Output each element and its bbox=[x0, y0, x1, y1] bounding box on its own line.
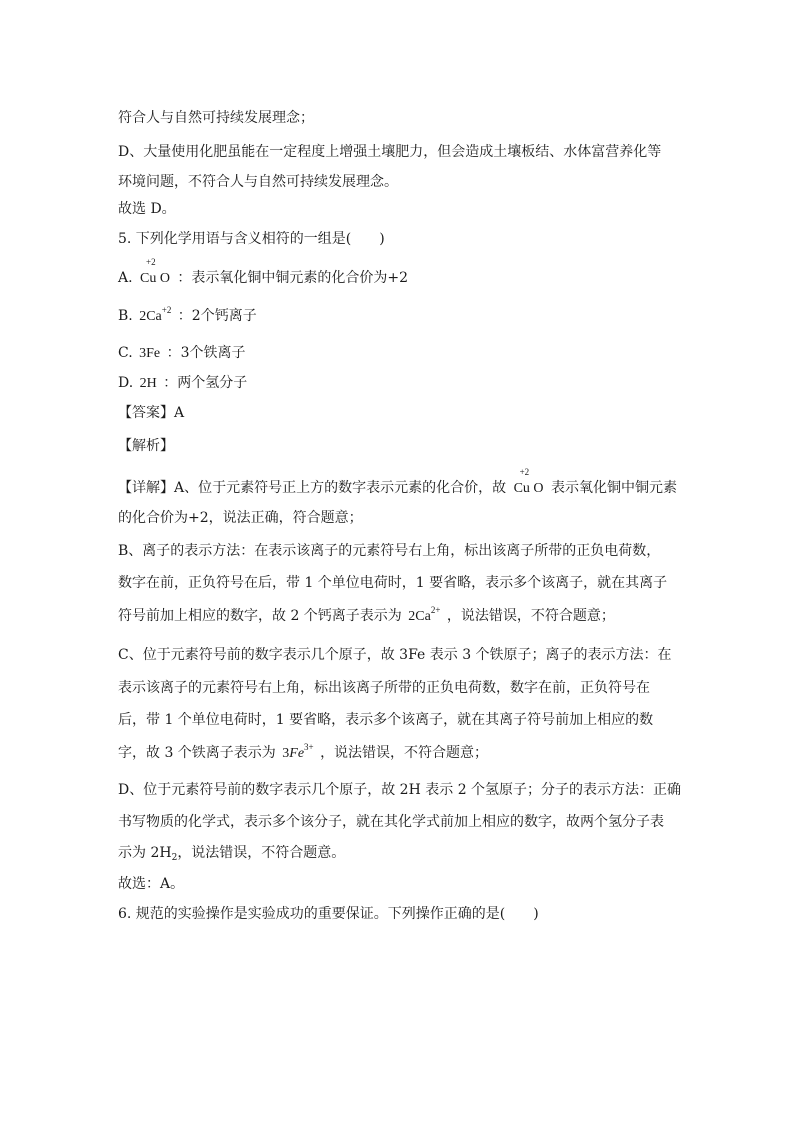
text-line: D、大量使用化肥虽能在一定程度上增强土壤肥力，但会造成土壤板结、水体富营养化等 bbox=[118, 144, 662, 160]
option-text: ：2个钙离子 bbox=[177, 308, 257, 324]
formula-cuo bbox=[140, 257, 170, 289]
formula-fe-ion: $3Fe^{3+}$ bbox=[282, 742, 314, 761]
text-line: 书写物质的化学式，表示多个该分子，就在其化学式前加上相应的数字，故两个氢分子表 bbox=[118, 814, 664, 830]
formula-fe: 3Fe bbox=[139, 346, 161, 361]
option-text: ：表示氧化铜中铜元素的化合价为+2 bbox=[177, 270, 409, 286]
question-5-stem: 5. 下列化学用语与含义相符的一组是( ) bbox=[118, 231, 385, 247]
analysis-label: 【解析】 bbox=[118, 438, 174, 454]
text-line: 表示该离子的元素符号右上角，标出该离子所带的正负电荷数，数字在前，正负符号在 bbox=[118, 680, 650, 696]
text-line: C、位于元素符号前的数字表示几个原子，故 3Fe 表示 3 个铁原子；离子的表示方法：在 bbox=[118, 647, 672, 663]
option-c bbox=[118, 343, 246, 364]
text-line: 字，故 3 个铁离子表示为 $3Fe^{3+}$ ，说法错误，不符合题意； bbox=[118, 743, 488, 764]
valence-mark: +2 bbox=[146, 257, 156, 267]
text-line: 符号前加上相应的数字，故 2 个钙离子表示为 $2Ca^{2+}$ ，说法错误，不符合题意； bbox=[118, 606, 615, 627]
formula-cuo bbox=[513, 467, 544, 499]
text-line: 后，带 1 个单位电荷时，1 要省略，表示多个该离子，就在其离子符号前加上相应的数 bbox=[118, 712, 654, 728]
text-line: 示为 $2H_2$，说法错误，不符合题意。 bbox=[118, 845, 346, 863]
text-line: 故选：A。 bbox=[118, 876, 185, 892]
text-line: 的化合价为+2，说法正确，符合题意； bbox=[118, 510, 363, 526]
text-line: 【详解】A、位于元素符号正上方的数字表示元素的化合价，故 +2 Cu O 表示氧化铜中铜元素 bbox=[118, 473, 677, 499]
valence-mark: +2 bbox=[519, 467, 530, 477]
option-text: ：3个铁离子 bbox=[166, 345, 246, 361]
formula-h: 2H bbox=[139, 376, 157, 391]
formula-ca: $2Ca^{+2}$ bbox=[139, 305, 172, 324]
text-line: 数字在前，正负符号在后，带 1 个单位电荷时，1 要省略，表示多个该离子，就在其离子 bbox=[118, 575, 668, 591]
formula-ca-ion: $2Ca^{2+}$ bbox=[408, 605, 441, 624]
question-6-stem: 6. 规范的实验操作是实验成功的重要保证。下列操作正确的是( ) bbox=[118, 906, 539, 922]
option-a bbox=[118, 257, 409, 289]
text-line: B、离子的表示方法：在表示该离子的元素符号右上角，标出该离子所带的正负电荷数， bbox=[118, 543, 661, 559]
formula-text: Cu O bbox=[140, 271, 170, 286]
option-label: A. bbox=[118, 270, 133, 286]
answer-label: 【答案】A bbox=[118, 405, 185, 421]
option-d bbox=[118, 373, 247, 394]
option-label: C. bbox=[118, 345, 133, 361]
text-line: 符合人与自然可持续发展理念； bbox=[118, 110, 314, 126]
option-label: B. bbox=[118, 308, 133, 324]
option-b bbox=[118, 306, 257, 327]
formula-text: Cu O bbox=[513, 481, 544, 496]
text-line: 故选 D。 bbox=[118, 201, 176, 217]
option-text: ：两个氢分子 bbox=[163, 375, 248, 391]
text-line: D、位于元素符号前的数字表示几个原子，故 2H 表示 2 个氢原子；分子的表示方法：正确 bbox=[118, 782, 682, 798]
option-label: D. bbox=[118, 375, 134, 391]
text-line: 环境问题，不符合人与自然可持续发展理念。 bbox=[118, 174, 398, 190]
